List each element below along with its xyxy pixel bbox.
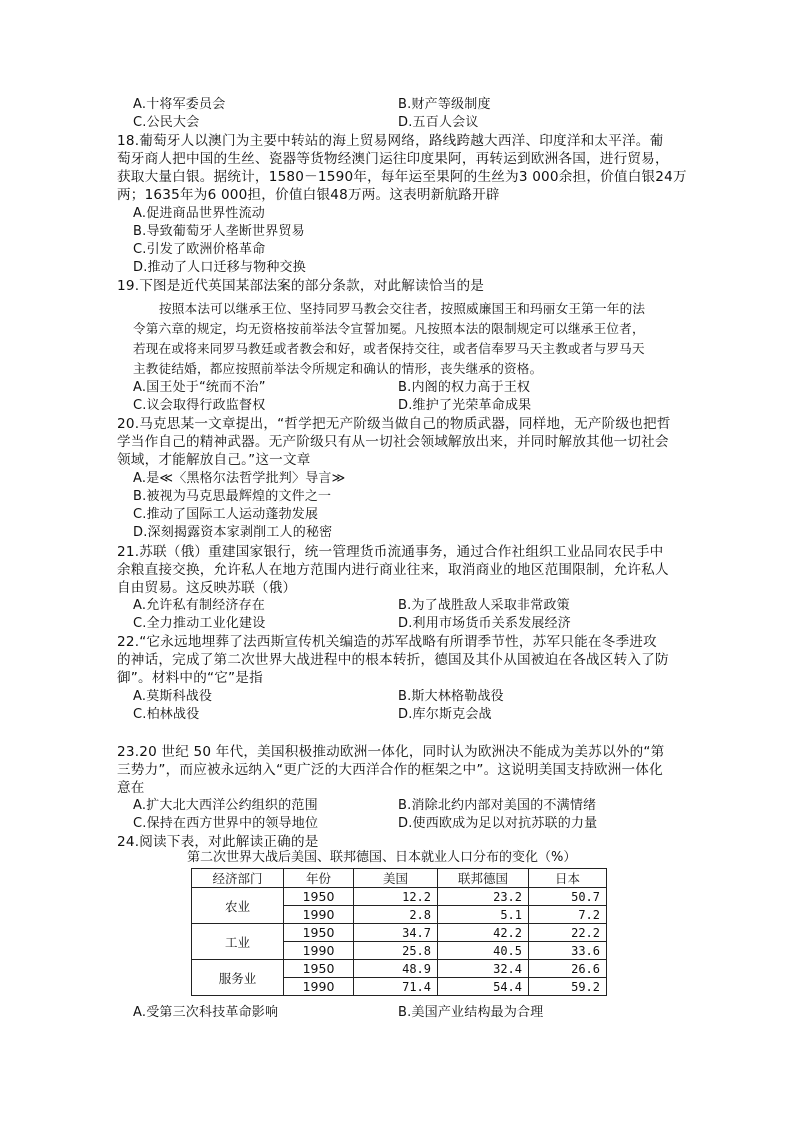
value-cell: 54.4 [438, 978, 529, 996]
table-row [192, 960, 607, 978]
q20-stem-line: 20.马克思某一文章提出，“哲学把无产阶级当做自己的物质武器，同样地，无产阶级也把哲 [117, 416, 671, 432]
table-header-cell: 经济部门 [192, 869, 284, 888]
q24-option-a: A.受第三次科技革命影响 [133, 1005, 279, 1020]
q17-option-b: B.财产等级制度 [398, 97, 491, 112]
q23-stem-line: 三势力”，而应被永远纳入“更广泛的大西洋合作的框架之中”。这说明美国支持欧洲一体化 [117, 762, 663, 778]
q21-option-c: C.全力推动工业化建设 [133, 616, 266, 631]
year-cell: 1950 [284, 924, 354, 942]
q21-option-b: B.为了战胜敌人采取非常政策 [398, 598, 570, 613]
q18-option-d: D.推动了人口迁移与物种交换 [133, 260, 306, 275]
q18-stem-line: 18.葡萄牙人以澳门为主要中转站的海上贸易网络，路线跨越大西洋、印度洋和太平洋。葡 [117, 133, 664, 149]
q19-quote-line: 令第六章的规定，均无资格按前举法令宣誓加冕。凡按照本法的限制规定可以继承王位者， [133, 321, 645, 336]
table-header-cell: 日本 [529, 869, 607, 888]
q20-option-d: D.深刻揭露资本家剥削工人的秘密 [133, 525, 333, 540]
q24-option-b: B.美国产业结构最为合理 [398, 1005, 544, 1020]
year-cell: 1990 [284, 978, 354, 996]
q21-option-d: D.利用市场货币关系发展经济 [398, 616, 571, 631]
q21-stem-line: 自由贸易。这反映苏联（俄） [117, 580, 297, 596]
table-title: 第二次世界大战后美国、联邦德国、日本就业人口分布的变化（%） [187, 850, 577, 865]
value-cell: 59.2 [529, 978, 607, 996]
sector-cell: 服务业 [192, 960, 284, 996]
employment-table [191, 868, 607, 996]
value-cell: 42.2 [438, 924, 529, 942]
table-row [192, 924, 607, 942]
q23-option-d: D.使西欧成为足以对抗苏联的力量 [398, 816, 598, 831]
q20-stem-line: 领域，才能解放自己。”这一文章 [117, 452, 311, 468]
q22-stem-line: 御”。材料中的“它”是指 [117, 670, 263, 686]
q19-quote-line: 按照本法可以继承王位、坚持同罗马教会交往者，按照威廉国王和玛丽女王第一年的法 [159, 301, 646, 316]
q23-option-b: B.消除北约内部对美国的不满情绪 [398, 798, 597, 813]
q18-option-a: A.促进商品世界性流动 [133, 206, 265, 221]
q19-option-c: C.议会取得行政监督权 [133, 398, 266, 413]
q20-option-a: A.是≪〈黑格尔法哲学批判〉导言≫ [133, 471, 346, 486]
q23-stem-line: 23.20 世纪 50 年代，美国积极推动欧洲一体化，同时认为欧洲决不能成为美苏以外的“第 [117, 744, 665, 760]
q23-option-c: C.保持在西方世界中的领导地位 [133, 816, 319, 831]
value-cell: 23.2 [438, 888, 529, 906]
q22-option-c: C.柏林战役 [133, 707, 200, 722]
q18-stem-line: 两；1635年为6 000担，价值白银48万两。这表明新航路开辟 [117, 187, 500, 203]
value-cell: 7.2 [529, 906, 607, 924]
q20-option-b: B.被视为马克思最辉煌的文件之一 [133, 489, 332, 504]
table-header-cell: 联邦德国 [438, 869, 529, 888]
q19-option-d: D.维护了光荣革命成果 [398, 398, 532, 413]
q22-option-d: D.库尔斯克会战 [398, 707, 492, 722]
value-cell: 32.4 [438, 960, 529, 978]
q22-stem-line: 的神话，完成了第二次世界大战进程中的根本转折，德国及其仆从国被迫在各战区转入了防 [117, 652, 669, 668]
q23-option-a: A.扩大北大西洋公约组织的范围 [133, 798, 318, 813]
q22-option-a: A.莫斯科战役 [133, 689, 213, 704]
q19-quote-line: 若现在或将来同罗马教廷或者教会和好，或者保持交往，或者信奉罗马天主教或者与罗马天 [133, 341, 645, 356]
q18-option-b: B.导致葡萄牙人垄断世界贸易 [133, 224, 305, 239]
value-cell: 26.6 [529, 960, 607, 978]
q21-stem-line: 余粮直接交换，允许私人在地方范围内进行商业往来，取消商业的地区范围限制，允许私人 [117, 562, 669, 578]
q21-option-a: A.允许私有制经济存在 [133, 598, 265, 613]
q20-option-c: C.推动了国际工人运动蓬勃发展 [133, 507, 319, 522]
q19-quote-line: 主教徒结婚，都应按照前举法令所规定和确认的情形，丧失继承的资格。 [133, 361, 543, 376]
q17-option-c: C.公民大会 [133, 115, 200, 130]
year-cell: 1990 [284, 906, 354, 924]
q21-stem-line: 21.苏联（俄）重建国家银行，统一管理货币流通事务，通过合作社组织工业品同农民手中 [117, 544, 664, 560]
q20-stem-line: 学当作自己的精神武器。无产阶级只有从一切社会领域解放出来，并同时解放其他一切社会 [117, 434, 669, 450]
value-cell: 71.4 [354, 978, 438, 996]
value-cell: 33.6 [529, 942, 607, 960]
q22-stem-line: 22.“它永远地埋葬了法西斯宣传机关编造的苏军战略有所谓季节性，苏军只能在冬季进攻 [117, 634, 657, 650]
q19-option-a: A.国王处于“统而不治” [133, 380, 266, 395]
value-cell: 34.7 [354, 924, 438, 942]
q24-stem: 24.阅读下表，对此解读正确的是 [117, 834, 319, 850]
q18-stem-line: 萄牙商人把中国的生丝、瓷器等货物经澳门运往印度果阿，再转运到欧洲各国，进行贸易， [117, 151, 669, 167]
table-row [192, 888, 607, 906]
value-cell: 2.8 [354, 906, 438, 924]
year-cell: 1990 [284, 942, 354, 960]
q18-stem-line: 获取大量白银。据统计，1580－1590年，每年运至果阿的生丝为3 000余担，价值白银24万 [117, 169, 687, 185]
year-cell: 1950 [284, 960, 354, 978]
q23-stem-line: 意在 [117, 780, 145, 796]
table-header-cell: 美国 [354, 869, 438, 888]
q18-option-c: C.引发了欧洲价格革命 [133, 242, 266, 257]
value-cell: 5.1 [438, 906, 529, 924]
table-header-row [192, 869, 607, 888]
value-cell: 40.5 [438, 942, 529, 960]
q22-option-b: B.斯大林格勒战役 [398, 689, 504, 704]
value-cell: 25.8 [354, 942, 438, 960]
q17-option-a: A.十将军委员会 [133, 97, 226, 112]
sector-cell: 工业 [192, 924, 284, 960]
year-cell: 1950 [284, 888, 354, 906]
value-cell: 12.2 [354, 888, 438, 906]
q19-option-b: B.内阁的权力高于王权 [398, 380, 531, 395]
sector-cell: 农业 [192, 888, 284, 924]
q17-option-d: D.五百人会议 [398, 115, 479, 130]
value-cell: 22.2 [529, 924, 607, 942]
value-cell: 48.9 [354, 960, 438, 978]
value-cell: 50.7 [529, 888, 607, 906]
q19-stem: 19.下图是近代英国某部法案的部分条款，对此解读恰当的是 [117, 278, 485, 294]
table-header-cell: 年份 [284, 869, 354, 888]
